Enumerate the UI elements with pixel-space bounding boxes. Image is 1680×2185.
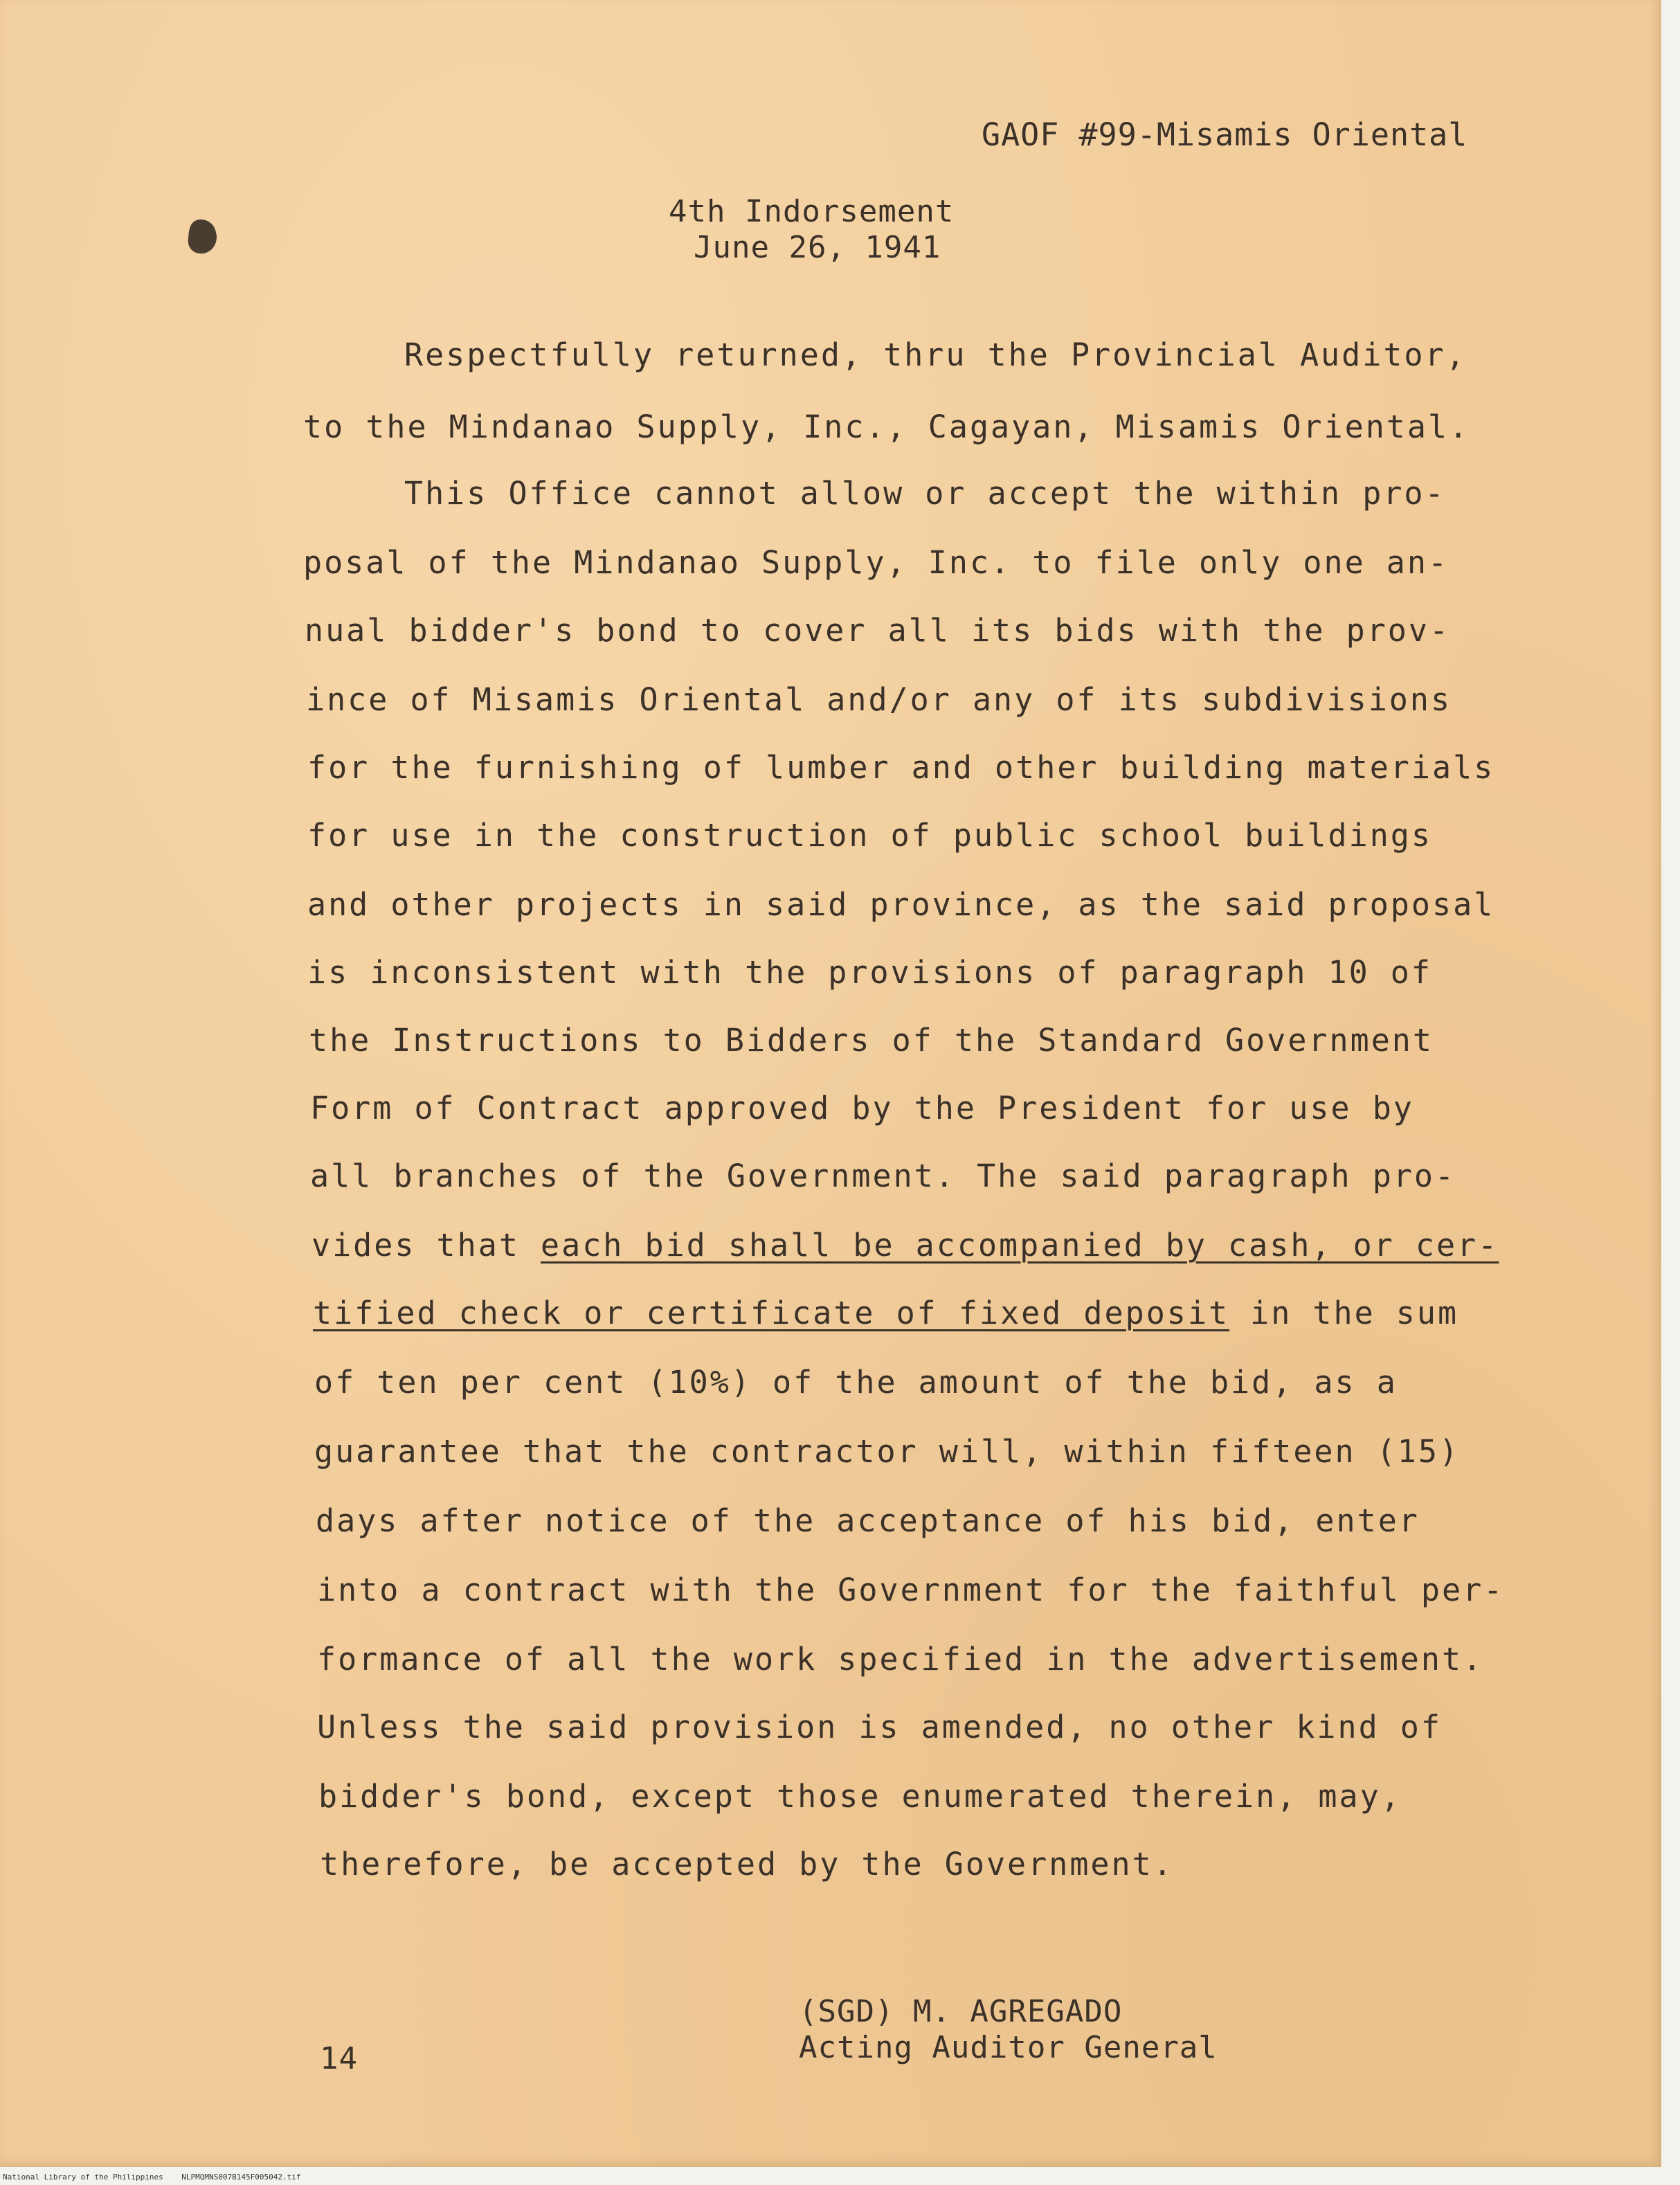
- body-line-19: into a contract with the Government for the faithful per-: [317, 1572, 1505, 1608]
- signatory-name: (SGD) M. AGREGADO: [799, 1994, 1123, 2029]
- body-line-6: ince of Misamis Oriental and/or any of its subdivisions: [306, 681, 1452, 718]
- body-line-1: Respectfully returned, thru the Provincial Auditor,: [404, 336, 1467, 373]
- body-line-22: bidder's bond, except those enumerated therein, may,: [318, 1778, 1402, 1815]
- indorsement-date: June 26, 1941: [694, 230, 941, 265]
- scan-footer: [3, 2173, 300, 2182]
- body-line-10: is inconsistent with the provisions of paragraph 10 of: [307, 954, 1432, 991]
- body-line-14-prefix: vides that: [311, 1227, 541, 1264]
- signatory-title: Acting Auditor General: [799, 2030, 1218, 2065]
- footer-library: National Library of the Philippines: [3, 2173, 163, 2182]
- ink-blot-mark: [184, 217, 220, 256]
- body-line-18: days after notice of the acceptance of his bid, enter: [316, 1502, 1420, 1539]
- body-line-4: posal of the Mindanao Supply, Inc. to file only one an-: [303, 544, 1449, 581]
- underlined-requirement-part-1: each bid shall be accompanied by cash, or cer-: [541, 1227, 1499, 1264]
- file-reference: GAOF #99-Misamis Oriental: [982, 116, 1468, 153]
- body-line-3: This Office cannot allow or accept the within pro-: [404, 475, 1446, 512]
- indorsement-heading: 4th Indorsement: [669, 194, 955, 229]
- footer-file-id: NLPMQMNS007B145F005042.tif: [181, 2173, 301, 2182]
- body-line-11: the Instructions to Bidders of the Standard Government: [309, 1022, 1434, 1059]
- scan-margin-right: [1661, 0, 1680, 2185]
- body-line-23: therefore, be accepted by the Government.: [320, 1846, 1174, 1882]
- body-line-7: for the furnishing of lumber and other building materials: [307, 749, 1495, 786]
- body-line-13: all branches of the Government. The said paragraph pro-: [310, 1158, 1456, 1194]
- body-line-17: guarantee that the contractor will, within fifteen (15): [314, 1433, 1461, 1470]
- underlined-requirement-part-2: tified check or certificate of fixed deposit: [313, 1295, 1230, 1331]
- body-line-15-suffix: in the sum: [1229, 1295, 1459, 1331]
- body-line-15: [313, 1295, 1458, 1331]
- body-line-9: and other projects in said province, as the said proposal: [307, 886, 1495, 923]
- body-line-21: Unless the said provision is amended, no other kind of: [317, 1709, 1442, 1745]
- body-line-8: for use in the construction of public school buildings: [307, 817, 1432, 854]
- body-line-20: formance of all the work specified in the advertisement.: [317, 1641, 1484, 1678]
- body-line-12: Form of Contract approved by the President for use by: [310, 1090, 1414, 1126]
- page-number: 14: [320, 2041, 358, 2076]
- body-line-14: [311, 1227, 1499, 1264]
- body-line-16: of ten per cent (10%) of the amount of the bid, as a: [314, 1364, 1398, 1401]
- body-line-5: nual bidder's bond to cover all its bids with the prov-: [305, 612, 1451, 649]
- body-line-2: to the Mindanao Supply, Inc., Cagayan, Misamis Oriental.: [303, 408, 1470, 445]
